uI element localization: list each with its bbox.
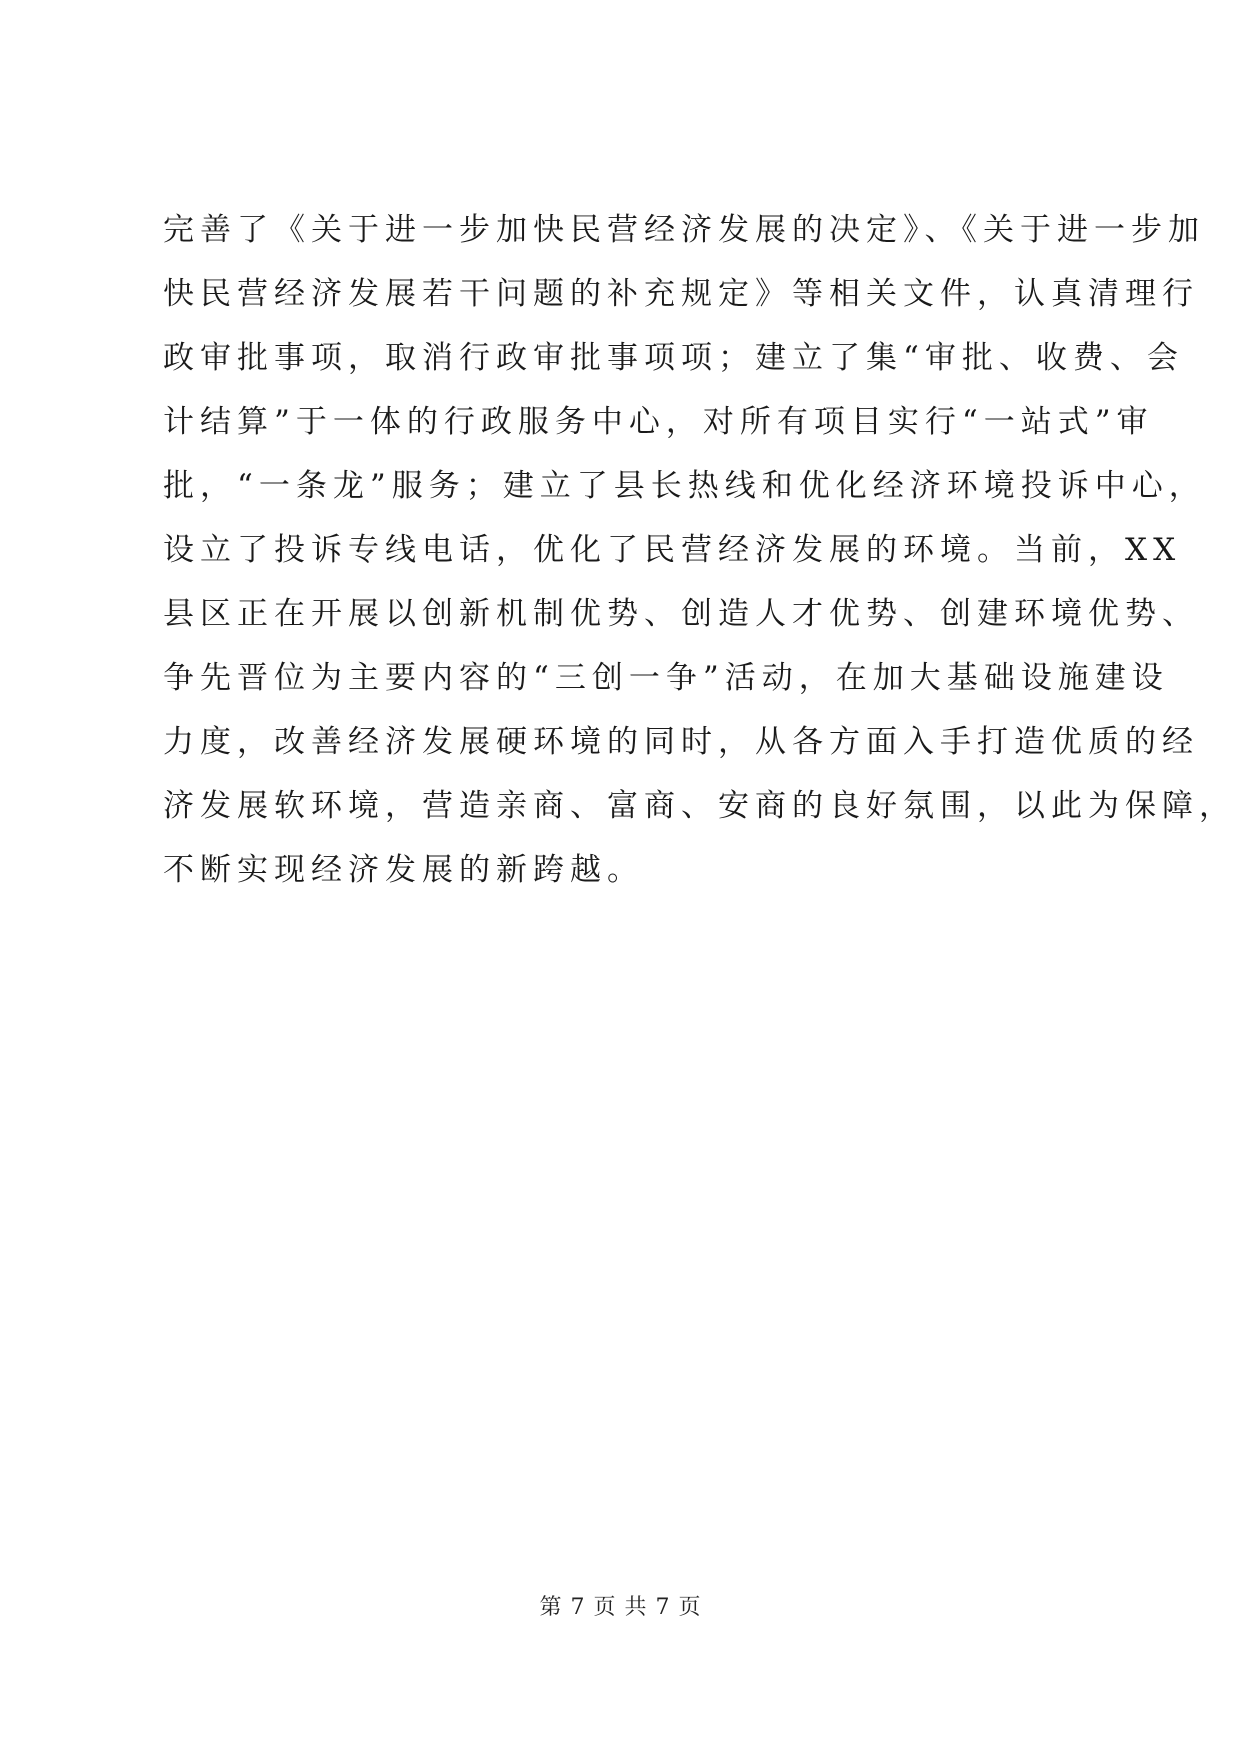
paragraph-line: 力度，改善经济发展硬环境的同时，从各方面入手打造优质的经 — [163, 724, 1199, 760]
paragraph-line: 济发展软环境，营造亲商、富商、安商的良好氛围，以此为保障， — [163, 788, 1236, 824]
paragraph-line: 完善了《关于进一步加快民营经济发展的决定》、《关于进一步加 — [163, 212, 1205, 248]
paragraph-line: 快民营经济发展若干问题的补充规定》等相关文件，认真清理行 — [163, 276, 1199, 312]
body-paragraph — [163, 198, 1236, 902]
paragraph-line: 县区正在开展以创新机制优势、创造人才优势、创建环境优势、 — [163, 596, 1199, 632]
paragraph-line: 批，“一条龙”服务；建立了县长热线和优化经济环境投诉中心， — [163, 468, 1206, 504]
paragraph-line: 不断实现经济发展的新跨越。 — [163, 852, 644, 888]
paragraph-line: 政审批事项，取消行政审批事项项；建立了集“审批、收费、会 — [163, 340, 1184, 376]
page-number-footer: 第 7 页 共 7 页 — [539, 1595, 702, 1620]
paragraph-line: 争先晋位为主要内容的“三创一争”活动，在加大基础设施建设 — [163, 660, 1169, 696]
paragraph-line: 设立了投诉专线电话，优化了民营经济发展的环境。当前，XX — [163, 532, 1182, 568]
paragraph-line: 计结算”于一体的行政服务中心，对所有项目实行“一站式”审 — [163, 404, 1154, 440]
